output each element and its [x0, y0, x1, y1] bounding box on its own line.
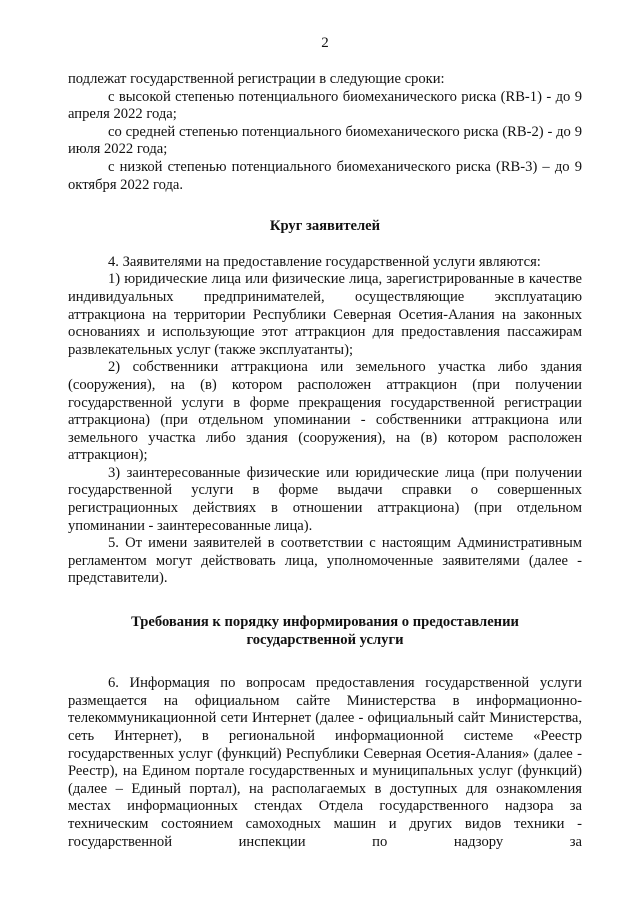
applicants-paragraph: 3) заинтересованные физические или юридические лица (при получении государственной услуги в форме выдачи справки о совершенных регистрационных действиях в отношении аттракциона) (при отдельном упоминании - заинтересованные лица). [68, 464, 582, 534]
intro-paragraph: с высокой степенью потенциального биомеханического риска (RB-1) - до 9 апреля 2022 года; [68, 88, 582, 123]
page-number: 2 [321, 35, 329, 51]
section-heading-line: Требования к порядку информирования о предоставлении [131, 614, 519, 631]
section-heading-information [68, 614, 582, 649]
intro-paragraph: подлежат государственной регистрации в следующие сроки: [68, 71, 445, 87]
applicants-paragraph: 1) юридические лица или физические лица, зарегистрированные в качестве индивидуальных предпринимателей, осуществляющие эксплуатацию аттракциона на территории Республики Северная Осетия-Алания на законных основаниях и использующие этот аттракцион для предоставления пассажирам развлекательных услуг (также эксплуатанты); [68, 271, 582, 358]
applicants-paragraph: 4. Заявителями на предоставление государственной услуги являются: [108, 253, 541, 270]
information-paragraph: 6. Информация по вопросам предоставления государственной услуги размещается на официальном сайте Министерства в информационно-телекоммуникационной сети Интернет (далее - официальный сайт Министерства, сеть Интернет), в региональной информационной системе «Реестр государственных услуг (функций) Республики Северная Осетия-Алания» (далее - Реестр), на Едином портале государственных и муниципальных услуг (функций) (далее – Единый портал), на располагаемых в доступных для ознакомления местах информационных стендах Отдела государственного надзора за техническим состоянием самоходных машин и других видов техники - государственной инспекции по надзору за [68, 675, 582, 850]
applicants-paragraph: 5. От имени заявителей в соответствии с настоящим Административным регламентом могут действовать лица, уполномоченные заявителями (далее - представители). [68, 535, 582, 587]
applicants-paragraph: 2) собственники аттракциона или земельного участка либо здания (сооружения), на (в) котором расположен аттракцион (при получении государственной услуги в форме прекращения государственной регистрации аттракциона) (при отдельном упоминании - собственники аттракциона или земельного участка либо здания (сооружения), на (в) котором расположен аттракцион); [68, 359, 582, 464]
intro-paragraph: с низкой степенью потенциального биомеханического риска (RB-3) – до 9 октября 2022 года. [68, 158, 582, 193]
section-heading-line: государственной услуги [246, 631, 404, 648]
section-heading-applicants: Круг заявителей [269, 218, 381, 235]
intro-paragraph: со средней степенью потенциального биомеханического риска (RB-2) - до 9 июля 2022 года; [68, 123, 582, 158]
document-page [68, 34, 582, 851]
